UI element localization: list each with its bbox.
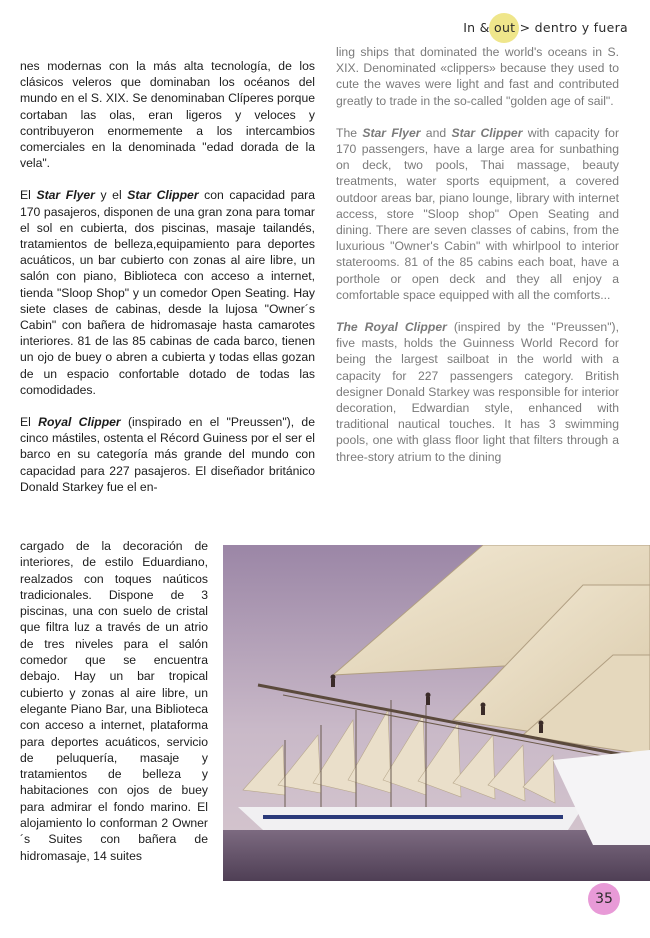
page-number: 35 <box>595 891 613 907</box>
section-title: In & out > dentro y fuera <box>463 20 628 35</box>
ship-name: Royal Clipper <box>38 415 121 430</box>
spanish-text-column <box>20 58 315 495</box>
royal-clipper-image <box>223 545 650 881</box>
paragraph: The Royal Clipper (inspired by the "Preussen"), five masts, holds the Guinness World Record for being the largest sailboat in the world with a capacity for 227 passengers category. British designer Donald Starkey was responsible for interior decoration, Edwardian style, enhanced with traditional nautical touches. It has 3 swimming pools, one with glass floor light that filters through a three-story atrium to the dining <box>336 320 619 464</box>
paragraph: El Star Flyer y el Star Clipper con capacidad para 170 pasajeros, disponen de una gran zona para tomar el sol en cubierta, dos piscinas, masaje tailandés, tratamientos de belleza,equipamiento para deportes acuáticos, un bar cubierto con zonas al aire libre, un salón con piano, Biblioteca con acceso a internet, tienda "Sloop Shop" y un comedor Open Seating. Hay siete clases de cabinas, desde la lujosa "Owner´s Cabin" con bañera de hidromasaje hasta camarotes interiores. 81 de las 85 cabinas de cada barco, tienen un ojo de buey o abren a cubierta y todas ellas gozan de un espacio confortable dotado de todas las comodidades. <box>20 188 315 397</box>
english-text-column <box>336 44 619 465</box>
ship-name: Star Clipper <box>451 125 523 140</box>
paragraph-continued: cargado de la decoración de interiores, de estilo Eduardiano, realzados con toques naúticos tradicionales. Dispone de 3 piscinas, una con suelo de cristal que filtra luz a través de un atrio de tres niveles para el salón comedor que se encuentra debajo. Hay un bar tropical cubierto y zonas al aire libre, un elegante Piano Bar, una Biblioteca con acceso a internet, plataforma para deportes acuáticos, servicio de peluquería, masaje y tratamientos de belleza y habitaciones con ojos de buey para admirar el fondo marino. El alojamiento lo conforman 2 Owner´s Suites con bañera de hidromasaje, 14 suites <box>20 539 208 863</box>
ship-name: The Royal Clipper <box>336 320 447 335</box>
ship-name: Star Flyer <box>362 125 421 140</box>
paragraph: nes modernas con la más alta tecnología, de los clásicos veleros que dominaban los océanos del mundo en el S. XIX. Se denominaban Clíperes porque cortaban las olas, eran ligeros y veloces y contribuyeron enormemente a los intercambios comerciales en la denominada "edad dorada de la vela". <box>20 59 315 171</box>
paragraph: The Star Flyer and Star Clipper with capacity for 170 passengers, have a large area for sunbathing on deck, two pools, Thai massage, beauty treatments, water sports equipment, a covered outdoor areas bar, piano lounge, library with internet access, store "Sloop shop" Open Seating and dining. There are seven classes of cabins, from the luxurious "Owner's Cabin" with whirlpool to interior staterooms. 81 of the 85 cabins each boat, have a porthole or open deck and they all enjoy a comfortable space equipped with all the comforts... <box>336 125 620 302</box>
ship-photo <box>223 545 650 881</box>
ship-name: Star Flyer <box>36 188 95 203</box>
ship-name: Star Clipper <box>127 188 199 203</box>
page-number-badge <box>588 883 620 915</box>
paragraph: ling ships that dominated the world's oceans in S. XIX. Denominated «clippers» because they used to cute the waves were light and fast and contributed greatly to trade in the so-called "golden age of sail". <box>336 45 619 108</box>
section-header <box>463 20 628 35</box>
paragraph: El Royal Clipper (inspirado en el "Preussen"), de cinco mástiles, ostenta el Récord Guiness por el ser el barco en su categoría más grande del mundo con capacidad para 227 pasajeros. El diseñador británico Donald Starkey fue el en- <box>20 415 315 494</box>
spanish-text-column-continued <box>20 538 208 864</box>
